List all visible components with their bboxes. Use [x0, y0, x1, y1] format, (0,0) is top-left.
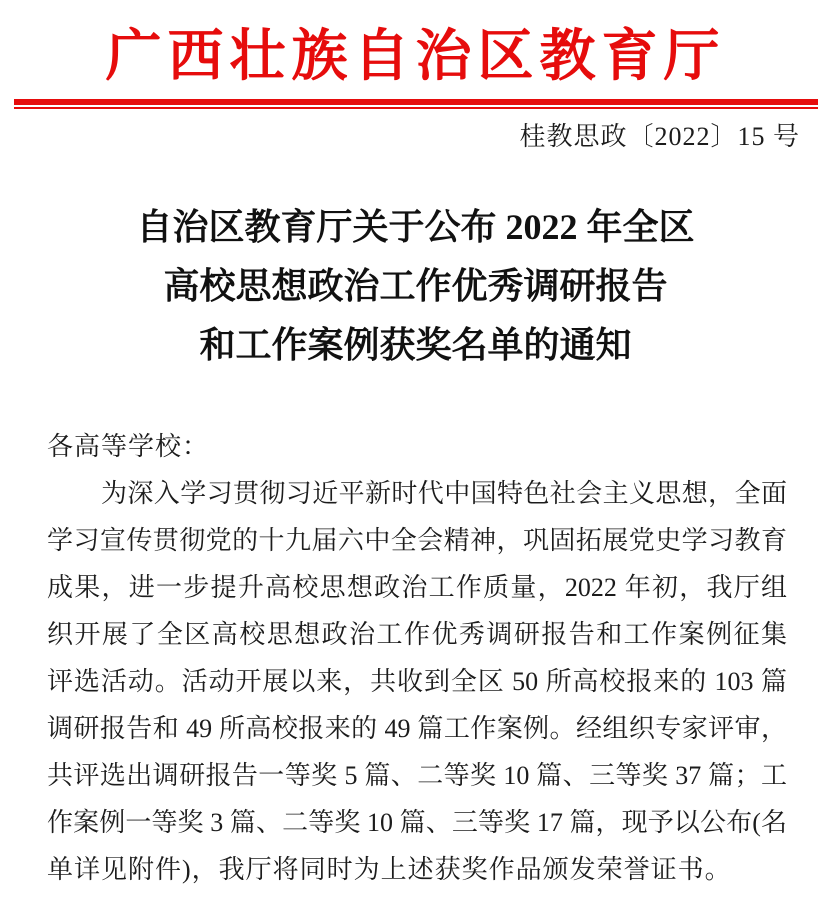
paragraph-line: 单详见附件)，我厅将同时为上述获奖作品颁发荣誉证书。 [47, 855, 732, 884]
paragraph-line: 为深入学习贯彻习近平新时代中国特色社会主义思想，全面 [101, 479, 787, 508]
document-number: 桂教思政〔2022〕15 号 [519, 122, 800, 151]
document-title [0, 198, 831, 375]
title-line-3: 和工作案例获奖名单的通知 [199, 325, 632, 365]
letterhead-divider [14, 99, 818, 109]
letterhead-agency-name: 广西壮族自治区教育厅 [105, 26, 726, 88]
salutation: 各高等学校： [47, 432, 210, 461]
paragraph-line: 成果，进一步提升高校思想政治工作质量，2022 年初，我厅组 [47, 573, 787, 602]
paragraph-line: 调研报告和 49 所高校报来的 49 篇工作案例。经组织专家评审， [47, 714, 787, 743]
divider-thin-line [14, 107, 818, 109]
paragraph-line: 织开展了全区高校思想政治工作优秀调研报告和工作案例征集 [47, 620, 787, 649]
title-line-2: 高校思想政治工作优秀调研报告 [163, 266, 668, 306]
body-paragraph [47, 470, 787, 893]
paragraph-line: 作案例一等奖 3 篇、二等奖 10 篇、三等奖 17 篇，现予以公布(名 [47, 808, 787, 837]
paragraph-line: 学习宣传贯彻党的十九届六中全会精神，巩固拓展党史学习教育 [47, 526, 787, 555]
paragraph-line: 评选活动。活动开展以来，共收到全区 50 所高校报来的 103 篇 [47, 667, 787, 696]
title-line-1: 自治区教育厅关于公布 2022 年全区 [136, 207, 695, 247]
paragraph-line: 共评选出调研报告一等奖 5 篇、二等奖 10 篇、三等奖 37 篇；工 [47, 761, 787, 790]
document-body [47, 423, 787, 893]
